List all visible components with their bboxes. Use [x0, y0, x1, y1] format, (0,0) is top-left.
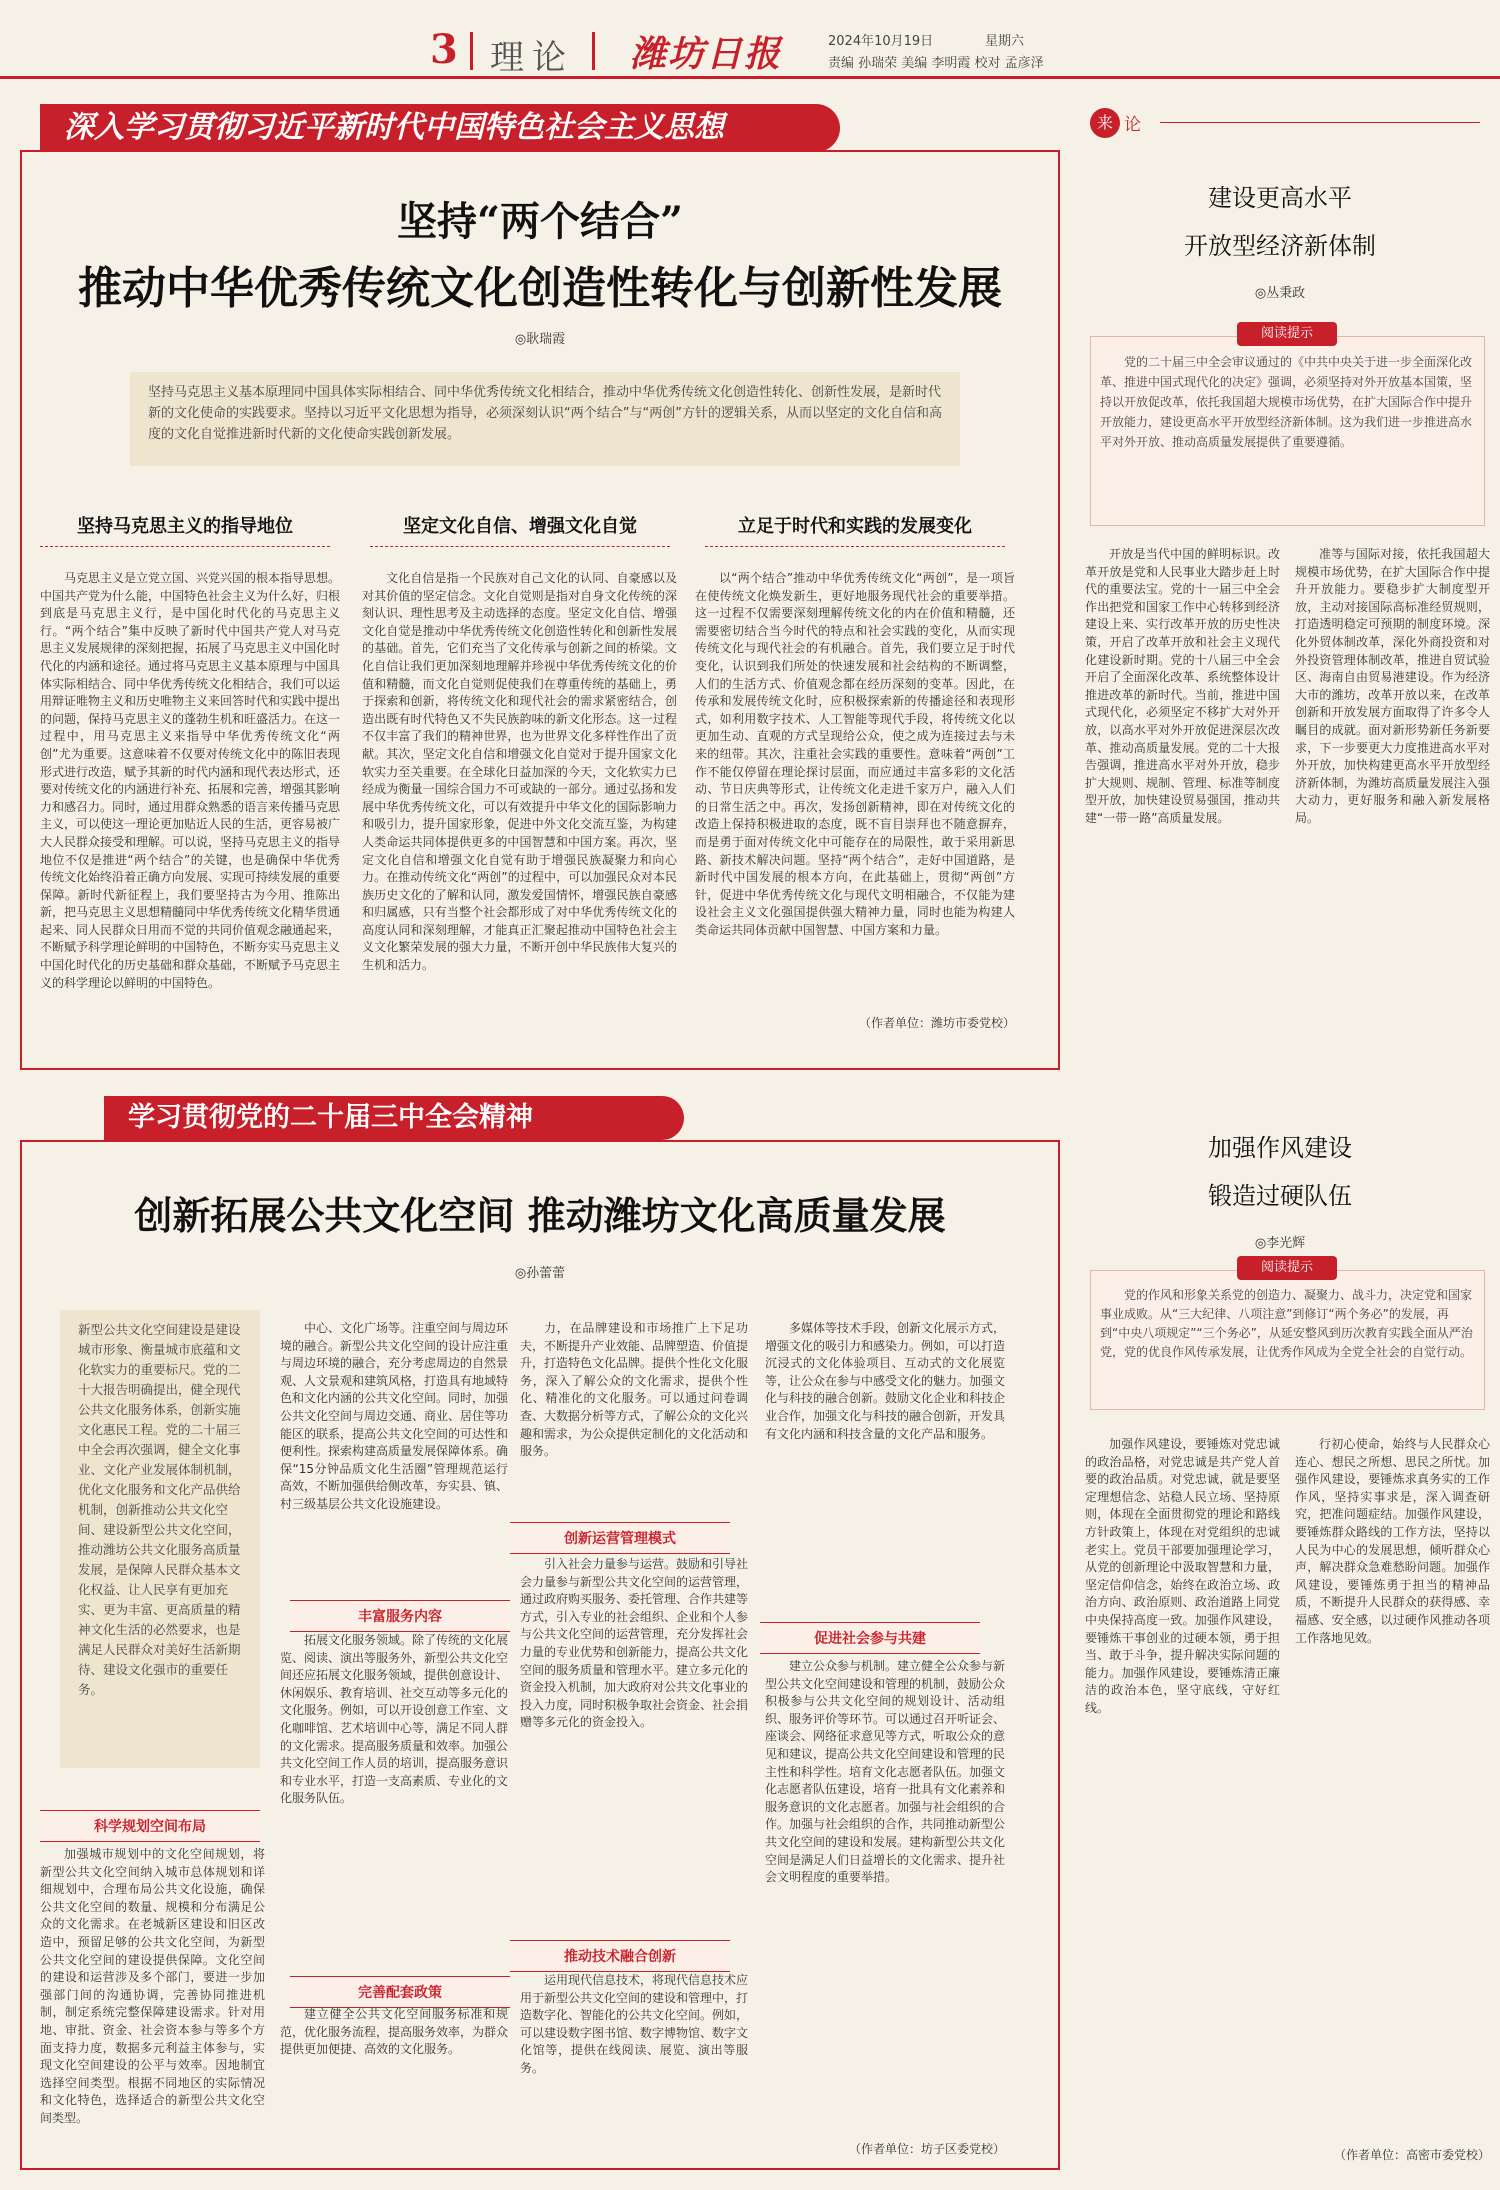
article-byline: ◎李光辉: [1254, 1236, 1306, 1251]
body-column: 运用现代信息技术，将现代信息技术应用于新型公共文化空间的建设和管理中，打造数字化、智能化的公共文化空间。例如，可以建设数字图书馆、数字博物馆、数字文化馆等，提供在线阅读、展览、演出等服务。: [520, 1973, 748, 2075]
article-byline: ◎丛秉政: [1254, 286, 1306, 301]
body-column: 准等与国际对接，依托我国超大规模市场优势，在扩大国际合作中提升开放能力。要稳步扩大制度型开放，主动对接国际高标准经贸规则，打造透明稳定可预期的制度环境。深化外贸体制改革，深化外商投资和对外投资管理体制改革，推进自贸试验区、海南自由贸易港建设。作为经济大市的潍坊，改革开放以来，在改革创新和开放发展方面取得了许多令人瞩目的成就。面对新形势新任务新要求，下一步要更大力度推进高水平对外开放，加快构建更高水平开放型经济新体制，为潍坊高质量发展注入强大动力，更好服务和融入新发展格局。: [1295, 547, 1490, 825]
body-column: 建立健全公共文化空间服务标准和规范，优化服务流程，提高服务效率，为群众提供更加便捷、高效的文化服务。: [280, 2007, 508, 2057]
subhead: 丰富服务内容: [290, 1600, 510, 1632]
subhead: 坚定文化自信、增强文化自觉: [370, 512, 670, 547]
author-affiliation: （作者单位：高密市委党校）: [1333, 2148, 1490, 2162]
header-divider: [592, 32, 595, 70]
body-column: 建立公众参与机制。建立健全公众参与新型公共文化空间建设和管理的机制，鼓励公众积极参与公共文化空间的规划设计、活动组织、服务评价等环节。可以通过召开听证会、座谈会、网络征求意见等方式，听取公众的意见和建议，提高公共文化空间建设和管理的民主性和科学性。培育文化志愿者队伍。加强文化志愿者队伍建设，培育一批具有文化素养和服务意识的文化志愿者。加强与社会组织的合作。加强与社会组织的合作，共同推动新型公共文化空间的建设和发展。建构新型公共文化空间是满足人们日益增长的文化需求、提升社会文明程度的重要举措。: [765, 1659, 1005, 1885]
column-banner: 学习贯彻党的二十届三中全会精神: [104, 1096, 684, 1140]
subhead: 完善配套政策: [290, 1976, 510, 2008]
article-title-line1[interactable]: 坚持“两个结合”: [396, 198, 683, 245]
body-column: 力，在品牌建设和市场推广上下足功夫，不断提升产业效能、品牌塑造、价值提升，打造特色文化品牌。提供个性化文化服务，深入了解公众的文化需求，提供个性化、精准化的文化服务。可以通过问卷调查、大数据分析等方式，了解公众的文化兴趣和需求，为公众提供定制化的文化活动和服务。: [520, 1321, 748, 1459]
article-title-line2[interactable]: 开放型经济新体制: [1184, 232, 1376, 260]
column-banner: 深入学习贯彻习近平新时代中国特色社会主义思想: [40, 104, 840, 152]
newspaper-logo: 潍坊日报: [630, 33, 783, 75]
article-title[interactable]: 创新拓展公共文化空间 推动潍坊文化高质量发展: [134, 1193, 946, 1238]
column-tag-label: 论: [1124, 115, 1141, 135]
page-number: 3: [430, 26, 458, 73]
article-title-line2[interactable]: 锻造过硬队伍: [1208, 1182, 1352, 1210]
article-title-line1[interactable]: 加强作风建设: [1208, 1134, 1352, 1162]
body-column: 中心、文化广场等。注重空间与周边环境的融合。新型公共文化空间的设计应注重与周边环境的融合，充分考虑周边的自然景观、人文景观和建筑风格，打造具有地域特色和文化内涵的公共文化空间。同时，加强公共文化空间与周边交通、商业、居住等功能区的联系，提高公共文化空间的可达性和便利性。探索构建高质量发展保障体系。确保“15分钟品质文化生活圈”管理规范运行高效，不断加强供给侧改革，夯实县、镇、村三级基层公共文化设施建设。: [280, 1321, 508, 1511]
article-byline: ◎孙蕾蕾: [514, 1266, 566, 1281]
subhead: 立足于时代和实践的发展变化: [705, 512, 1005, 547]
body-column: 加强城市规划中的文化空间规划，将新型公共文化空间纳入城市总体规划和详细规划中，合理布局公共文化设施，确保公共文化空间的数量、规模和分布满足公众的文化需求。在老城新区建设和旧区改造中，预留足够的公共文化空间，为新型公共文化空间的建设提供保障。文化空间的建设和运营涉及多个部门，要进一步加强部门间的沟通协调，完善协同推进机制，制定系统完整保障建设需求。针对用地、审批、资金、社会资本参与等多个方面支持力度，数据多元利益主体参与，实现文化空间建设的公平与效率。因地制宜选择空间类型。根据不同地区的实际情况和文化特色，选择适合的新型公共文化空间类型。: [40, 1847, 265, 2125]
article-byline: ◎耿瑞霞: [514, 332, 566, 347]
body-column: 以“两个结合”推动中华优秀传统文化“两创”，是一项旨在使传统文化焕发新生，更好地服务现代社会的重要举措。这一过程不仅需要深刻理解传统文化的内在价值和精髓，还需要密切结合当今时代的特点和社会实践的变化，从而实现传统文化与现代社会的有机融合。首先，我们要立足于时代变化，认识到我们所处的快速发展和社会结构的不断调整，人们的生活方式、价值观念都在经历深刻的变革。因此，在传承和发展传统文化时，应积极探索新的传播途径和表现形式，如利用数字技术、人工智能等现代手段，将传统文化以更加生动、直观的方式呈现给公众，使之成为连接过去与未来的纽带。其次，注重社会实践的重要性。意味着“两创”工作不能仅停留在理论探讨层面，而应通过丰富多彩的文化活动、节日庆典等形式，让传统文化走进千家万户，融入人们的日常生活之中。再次，发扬创新精神，即在对传统文化的改造上保持积极进取的态度，既不盲目崇拜也不随意摒弃，而是勇于面对传统文化中可能存在的局限性，敢于采用新思路、新技术解决问题。坚持“两个结合”，走好中国道路，是新时代中国发展的根本方向，在此基础上，贯彻“两创”方针，促进中华优秀传统文化与现代文明相融合，不仅能为建设社会主义文化强国提供强大精神力量，同时也能为构建人类命运共同体贡献中国智慧、中国方案和力量。: [695, 571, 1015, 937]
section-name: 理论: [490, 38, 574, 78]
body-column: 马克思主义是立党立国、兴党兴国的根本指导思想。中国共产党为什么能，中国特色社会主义为什么好，归根到底是马克思主义行，是中国化时代化的马克思主义行。“两个结合”集中反映了新时代中国共产党人对马克思主义发展规律的深刻把握，拓展了马克思主义中国化时代化的内涵和途径。通过将马克思主义基本原理与中国具体实际相结合、同中华优秀传统文化相结合，我们可以运用辩证唯物主义和历史唯物主义来回答时代和实践中提出的问题，保持马克思主义的蓬勃生机和旺盛活力。在这一过程中，用马克思主义来指导中华优秀传统文化“两创”尤为重要。这意味着不仅要对传统文化中的陈旧表现形式进行改造，赋予其新的时代内涵和现代表达形式，还要对传统文化的内涵进行补充、拓展和完善，增强其影响力和感召力。同时，通过用群众熟悉的语言来传播马克思主义，可以使这一理论更加贴近人民的生活，更容易被广大人民群众接受和理解。可以说，坚持马克思主义的指导地位不仅是推进“两个结合”的关键，也是确保中华优秀传统文化始终沿着正确方向发展、实现可持续发展的重要保障。新时代新征程上，我们要坚持古为今用、推陈出新，把马克思主义思想精髓同中华优秀传统文化精华贯通起来、同人民群众日用而不觉的共同价值观念融通起来，不断赋予科学理论鲜明的中国特色，不断夯实马克思主义中国化时代化的历史基础和群众基础，不断赋予马克思主义的科学理论以鲜明的中国特色。: [40, 571, 340, 990]
column-tag-icon: 来: [1090, 108, 1120, 138]
subhead: 创新运营管理模式: [510, 1522, 730, 1554]
column-rule: [1160, 122, 1480, 123]
article-intro: 新型公共文化空间建设是建设城市形象、衡量城市底蕴和文化软实力的重要标尺。党的二十大报告明确提出，健全现代公共文化服务体系，创新实施文化惠民工程。党的二十届三中全会再次强调，健全文化事业、文化产业发展体制机制，优化文化服务和文化产品供给机制，创新推动公共文化空间、建设新型公共文化空间，推动潍坊公共文化服务高质量发展，是保障人民群众基本文化权益、让人民享有更加充实、更为丰富、更高质量的精神文化生活的必然要求，也是满足人民群众对美好生活新期待、建设文化强市的重要任务。: [60, 1310, 260, 1768]
body-column: 引入社会力量参与运营。鼓励和引导社会力量参与新型公共文化空间的运营管理，通过政府购买服务、委托管理、合作共建等方式，引入专业的社会组织、企业和个人参与公共文化空间的运营管理，充分发挥社会力量的专业优势和创新能力，提高公共文化空间的服务质量和管理水平。建立多元化的资金投入机制，加大政府对公共文化事业的投入力度，同时积极争取社会资金、社会捐赠等多元化的资金投入。: [520, 1557, 748, 1730]
body-column: 开放是当代中国的鲜明标识。改革开放是党和人民事业大踏步赶上时代的重要法宝。党的十一届三中全会作出把党和国家工作中心转移到经济建设上来、实行改革开放的历史性决策，开启了改革开放和社会主义现代化建设新时期。党的十八届三中全会开启了全面深化改革、系统整体设计推进改革的新时代。当前，推进中国式现代化，必须坚定不移扩大对外开放，以高水平对外开放促进深层次改革、推动高质量发展。党的二十大报告强调，推进高水平对外开放，稳步扩大规则、规制、管理、标准等制度型开放，加快建设贸易强国，推动共建“一带一路”高质量发展。: [1085, 547, 1280, 825]
header-divider: [470, 32, 473, 70]
subhead: 科学规划空间布局: [40, 1810, 260, 1842]
body-column: 多媒体等技术手段，创新文化展示方式，增强文化的吸引力和感染力。例如，可以打造沉浸式的文化体验项目、互动式的文化展览等，让公众在参与中感受文化的魅力。加强文化与科技的融合创新。鼓励文化企业和科技企业合作，加强文化与科技的融合创新，开发具有文化内涵和科技含量的文化产品和服务。: [765, 1321, 1005, 1441]
subhead: 推动技术融合创新: [510, 1940, 730, 1972]
body-column: 行初心使命，始终与人民群众心连心、想民之所想、思民之所忧。加强作风建设，要锤炼求真务实的工作作风，坚持实事求是，深入调查研究，把准问题症结。加强作风建设，要锤炼群众路线的工作方法，坚持以人民为中心的发展思想，倾听群众心声，解决群众急难愁盼问题。加强作风建设，要锤炼勇于担当的精神品质，不断提升人民群众的获得感、幸福感、安全感，以过硬作风推动各项工作落地见效。: [1295, 1437, 1490, 1645]
editor-credits: 责编 孙瑞荣 美编 李明霞 校对 孟彦泽: [828, 56, 1044, 71]
subhead: 促进社会参与共建: [760, 1622, 980, 1654]
article-title-line1[interactable]: 建设更高水平: [1208, 184, 1352, 212]
reading-tip-text: 党的二十届三中全会审议通过的《中共中央关于进一步全面深化改革、推进中国式现代化的决定》强调，必须坚持对外开放基本国策，坚持以开放促改革，依托我国超大规模市场优势，在扩大国际合作中提升开放能力，建设更高水平开放型经济新体制。这为我们进一步推进高水平对外开放、推动高质量发展提供了重要遵循。: [1100, 355, 1473, 449]
author-affiliation: （作者单位：潍坊市委党校）: [858, 1016, 1015, 1030]
article-intro: 坚持马克思主义基本原理同中国具体实际相结合、同中华优秀传统文化相结合，推动中华优秀传统文化创造性转化、创新性发展，是新时代新的文化使命的实践要求。坚持以习近平文化思想为指导，必须深刻认识“两个结合”与“两创”方针的逻辑关系，从而以坚定的文化自信和高度的文化自觉推进新时代新的文化使命实践创新发展。: [130, 372, 960, 466]
issue-weekday: 星期六: [985, 34, 1025, 49]
body-column: 拓展文化服务领域。除了传统的文化展览、阅读、演出等服务外，新型公共文化空间还应拓展文化服务领域，提供创意设计、休闲娱乐、教育培训、社交互动等多元化的文化服务。例如，可以开设创意工作室、文化咖啡馆、艺术培训中心等，满足不同人群的文化需求。提高服务质量和效率。加强公共文化空间工作人员的培训，提高服务意识和专业水平，打造一支高素质、专业化的文化服务队伍。: [280, 1633, 508, 1806]
reading-tip-label: 阅读提示: [1237, 1256, 1337, 1280]
issue-date: 2024年10月19日: [828, 34, 934, 49]
author-affiliation: （作者单位：坊子区委党校）: [848, 2142, 1005, 2156]
subhead: 坚持马克思主义的指导地位: [40, 512, 330, 547]
body-column: 文化自信是指一个民族对自己文化的认同、自豪感以及对其价值的坚定信念。文化自觉则是指对自身文化传统的深刻认识、理性思考及主动选择的态度。坚定文化自信、增强文化自觉是推动中华优秀传统文化创造性转化和创新性发展的基础。首先，它们充当了文化传承与创新之间的桥梁。文化自信让我们更加深刻地理解并珍视中华优秀传统文化的价值和精髓，而文化自觉则促使我们在尊重传统的基础上，勇于探索和创新，将传统文化和现代社会的需求紧密结合，创造出既有时代特色又不失民族韵味的新文化形态。这一过程不仅丰富了我们的精神世界，也为世界文化多样性作出了贡献。其次，坚定文化自信和增强文化自觉对于提升国家文化软实力至关重要。在全球化日益加深的今天，文化软实力已经成为衡量一国综合国力不可或缺的一部分。通过弘扬和发展中华优秀传统文化，可以有效提升中华文化的国际影响力和吸引力，提升国家形象，促进中外文化交流互鉴，为构建人类命运共同体提供更多的中国智慧和中国方案。再次，坚定文化自信和增强文化自觉有助于增强民族凝聚力和向心力。在推动传统文化“两创”的过程中，可以加强民众对本民族历史文化的了解和认同，激发爱国情怀，增强民族自豪感和归属感，只有当整个社会都形成了对中华优秀传统文化的高度认同和深刻理解，才能真正汇聚起推动中国特色社会主义文化繁荣发展的强大力量，不断开创中华民族伟大复兴的生机和活力。: [362, 571, 677, 973]
article-title-line2[interactable]: 推动中华优秀传统文化创造性转化与创新性发展: [78, 263, 1002, 314]
body-column: 加强作风建设，要锤炼对党忠诚的政治品格，对党忠诚是共产党人首要的政治品质。对党忠诚，就是要坚定理想信念、站稳人民立场、坚持原则，体现在全面贯彻党的理论和路线方针政策上，体现在对党组织的忠诚老实上。党员干部要加强理论学习，从党的创新理论中汲取智慧和力量，坚定信仰信念，始终在政治立场、政治方向、政治原则、政治道路上同党中央保持高度一致。加强作风建设，要锤炼干事创业的过硬本领，勇于担当、敢于斗争，提升解决实际问题的能力。加强作风建设，要锤炼清正廉洁的政治本色，坚守底线，守好红线。: [1085, 1437, 1280, 1715]
reading-tip-text: 党的作风和形象关系党的创造力、凝聚力、战斗力，决定党和国家事业成败。从“三大纪律、八项注意”到修订“两个务必”的发展，再到“中央八项规定”“三个务必”，从延安整风到历次教育实践全面从严治党，党的优良作风传承发展，让优秀作风成为全党全社会的自觉行动。: [1100, 1288, 1473, 1359]
reading-tip-label: 阅读提示: [1237, 322, 1337, 346]
